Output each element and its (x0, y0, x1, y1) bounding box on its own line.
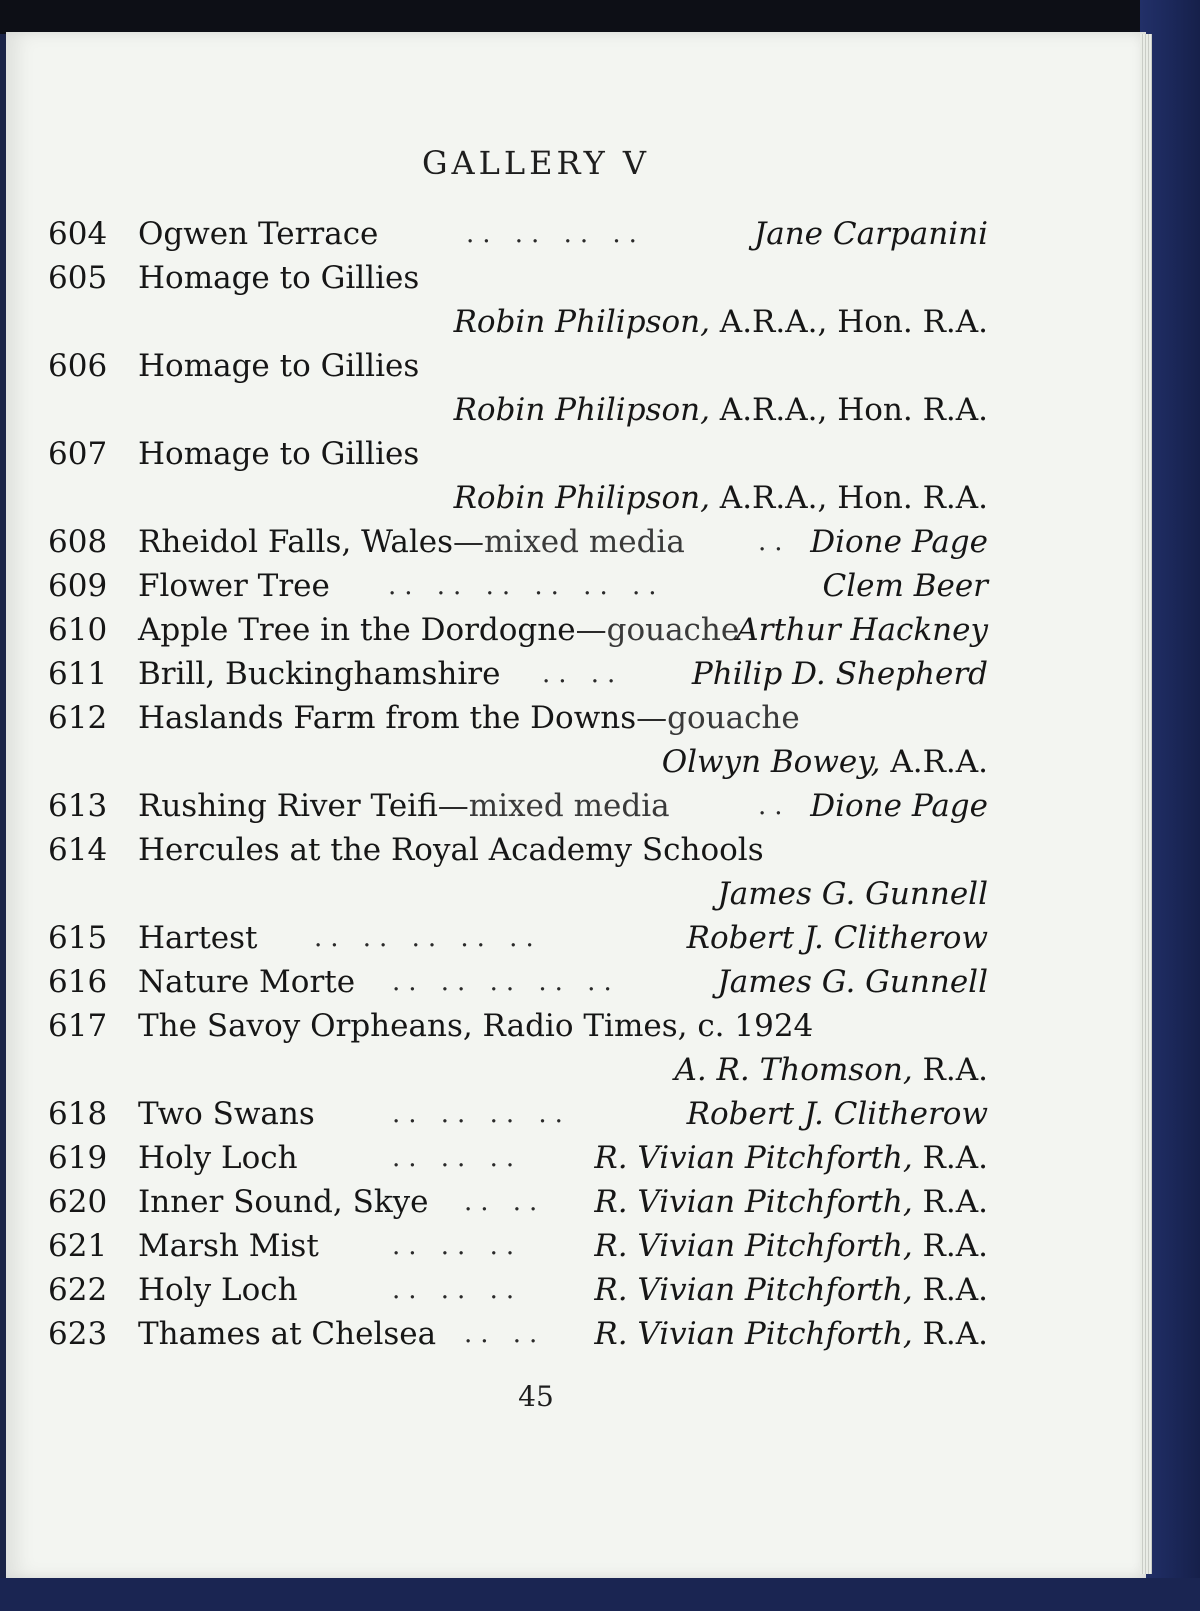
entry-artist (594, 1312, 988, 1356)
artist-name: Dione Page (810, 788, 988, 824)
em-dash: — (575, 612, 607, 648)
entry-artist (754, 212, 988, 256)
entry-number: 613 (48, 788, 108, 824)
entry-number: 623 (48, 1316, 108, 1352)
title-text: Rushing River Teifi (138, 788, 438, 824)
entry-title: Homage to Gillies (138, 436, 420, 472)
entry-artist-line (6, 1048, 1146, 1092)
entry-title: Holy Loch (138, 1272, 298, 1308)
entry-artist (687, 916, 988, 960)
entry-artist-line (6, 740, 1146, 784)
gallery-heading: GALLERY V (421, 144, 651, 182)
artist-honours: R.A. (912, 1228, 988, 1264)
entry-artist-line (6, 300, 1146, 344)
entry-title: Inner Sound, Skye (138, 1184, 429, 1220)
catalogue-entry (6, 696, 1146, 740)
entry-medium: mixed media (468, 788, 670, 824)
entry-number: 617 (48, 1008, 108, 1044)
entry-number: 606 (48, 348, 108, 384)
leader-dots: .. .. .. .. (392, 1099, 571, 1129)
artist-name: Robert J. Clitherow (686, 920, 988, 956)
entry-title: The Savoy Orpheans, Radio Times, c. 1924 (138, 1008, 814, 1044)
entry-number: 612 (48, 700, 108, 736)
entry-medium: gouache (606, 612, 740, 648)
entry-number: 607 (48, 436, 108, 472)
entry-title: Flower Tree (138, 568, 330, 604)
entry-title: Homage to Gillies (138, 260, 420, 296)
leader-dots: .. (758, 527, 791, 557)
entry-title: Marsh Mist (138, 1228, 319, 1264)
entry-title (138, 784, 670, 828)
artist-name: Olwyn Bowey, (661, 744, 881, 780)
artist-name: A. R. Thomson, (674, 1052, 913, 1088)
catalogue-entry (6, 916, 1146, 960)
entry-medium: mixed media (484, 524, 685, 560)
entry-artist (810, 520, 988, 564)
catalogue-entry (6, 1092, 1146, 1136)
entry-number: 618 (48, 1096, 108, 1132)
leader-dots: .. .. .. (392, 1231, 523, 1261)
em-dash: — (636, 700, 668, 736)
entry-title (138, 696, 800, 740)
entry-title: Two Swans (138, 1096, 315, 1132)
leader-dots: .. .. (464, 1319, 546, 1349)
artist-honours: A.R.A. (880, 744, 988, 780)
entry-artist-line (6, 872, 1146, 916)
leader-dots: .. (758, 791, 791, 821)
leader-dots: .. .. (464, 1187, 546, 1217)
leader-dots: .. .. .. .. .. .. (388, 571, 665, 601)
entry-title: Thames at Chelsea (138, 1316, 437, 1352)
artist-name: Clem Beer (822, 568, 988, 604)
entry-artist (454, 476, 988, 520)
artist-name: Robin Philipson, (453, 392, 710, 428)
title-text: Rheidol Falls, Wales (138, 524, 453, 560)
artist-name: Dione Page (810, 524, 988, 560)
artist-name: R. Vivian Pitchforth, (594, 1228, 913, 1264)
entry-list (6, 212, 1146, 1356)
entry-artist (594, 1180, 988, 1224)
em-dash: — (453, 524, 484, 560)
entry-artist (687, 1092, 988, 1136)
entry-artist-line (6, 388, 1146, 432)
artist-name: Robin Philipson, (453, 480, 710, 516)
catalogue-page (6, 32, 1146, 1578)
entry-number: 609 (48, 568, 108, 604)
entry-artist (717, 872, 988, 916)
entry-medium: gouache (667, 700, 800, 736)
catalogue-entry (6, 564, 1146, 608)
catalogue-entry (6, 432, 1146, 476)
leader-dots: .. .. .. (392, 1143, 523, 1173)
artist-honours: R.A. (912, 1184, 988, 1220)
entry-artist-line (6, 476, 1146, 520)
artist-honours: R.A. (912, 1316, 988, 1352)
catalogue-entry (6, 1136, 1146, 1180)
artist-name: Arthur Hackney (736, 612, 988, 648)
artist-honours: A.R.A., Hon. R.A. (709, 304, 988, 340)
entry-artist (692, 652, 988, 696)
entry-number: 605 (48, 260, 108, 296)
leader-dots: .. .. (542, 659, 624, 689)
entry-number: 616 (48, 964, 108, 1000)
artist-name: Robin Philipson, (453, 304, 710, 340)
catalogue-entry (6, 256, 1146, 300)
artist-name: Philip D. Shepherd (691, 656, 988, 692)
catalogue-entry (6, 828, 1146, 872)
em-dash: — (437, 788, 469, 824)
entry-number: 621 (48, 1228, 108, 1264)
entry-title: Homage to Gillies (138, 348, 420, 384)
entry-number: 611 (48, 656, 108, 692)
leader-dots: .. .. .. .. .. (392, 967, 620, 997)
entry-number: 608 (48, 524, 108, 560)
catalogue-entry (6, 1312, 1146, 1356)
entry-number: 622 (48, 1272, 108, 1308)
page-edges (1140, 34, 1152, 1574)
entry-artist (674, 1048, 988, 1092)
entry-artist (454, 388, 988, 432)
entry-title (138, 520, 685, 564)
entry-title: Holy Loch (138, 1140, 298, 1176)
catalogue-entry (6, 520, 1146, 564)
entry-artist (594, 1224, 988, 1268)
artist-honours: A.R.A., Hon. R.A. (709, 392, 988, 428)
entry-number: 604 (48, 216, 108, 252)
scan-background-top (0, 0, 1200, 34)
artist-honours: R.A. (912, 1140, 988, 1176)
entry-artist (717, 960, 988, 1004)
artist-name: Jane Carpanini (753, 216, 988, 252)
entry-number: 610 (48, 612, 108, 648)
entry-artist (810, 784, 988, 828)
catalogue-entry (6, 1180, 1146, 1224)
artist-name: R. Vivian Pitchforth, (594, 1272, 913, 1308)
catalogue-entry (6, 608, 1146, 652)
entry-artist (594, 1268, 988, 1312)
entry-title: Hercules at the Royal Academy Schools (138, 832, 764, 868)
entry-number: 615 (48, 920, 108, 956)
entry-artist (662, 740, 988, 784)
page-number: 45 (518, 1380, 554, 1413)
entry-title: Hartest (138, 920, 258, 956)
catalogue-entry (6, 212, 1146, 256)
entry-title: Brill, Buckinghamshire (138, 656, 501, 692)
title-text: Apple Tree in the Dordogne (138, 612, 576, 648)
entry-title: Ogwen Terrace (138, 216, 379, 252)
entry-title (138, 608, 739, 652)
artist-honours: R.A. (912, 1272, 988, 1308)
artist-name: James G. Gunnell (717, 876, 988, 912)
entry-artist (736, 608, 988, 652)
catalogue-entry (6, 344, 1146, 388)
entry-number: 619 (48, 1140, 108, 1176)
entry-artist (454, 300, 988, 344)
entry-number: 620 (48, 1184, 108, 1220)
catalogue-entry (6, 960, 1146, 1004)
artist-honours: R.A. (912, 1052, 988, 1088)
catalogue-entry (6, 652, 1146, 696)
title-text: Haslands Farm from the Downs (138, 700, 637, 736)
leader-dots: .. .. .. (392, 1275, 523, 1305)
artist-name: R. Vivian Pitchforth, (594, 1316, 913, 1352)
artist-name: R. Vivian Pitchforth, (594, 1140, 913, 1176)
artist-name: Robert J. Clitherow (686, 1096, 988, 1132)
entry-artist (822, 564, 988, 608)
leader-dots: .. .. .. .. (466, 219, 645, 249)
catalogue-entry (6, 1004, 1146, 1048)
entry-title: Nature Morte (138, 964, 356, 1000)
artist-name: R. Vivian Pitchforth, (594, 1184, 913, 1220)
entry-number: 614 (48, 832, 108, 868)
artist-honours: A.R.A., Hon. R.A. (709, 480, 988, 516)
leader-dots: .. .. .. .. .. (314, 923, 542, 953)
entry-artist (594, 1136, 988, 1180)
catalogue-entry (6, 784, 1146, 828)
artist-name: James G. Gunnell (717, 964, 988, 1000)
catalogue-entry (6, 1268, 1146, 1312)
book-cover-bottom (0, 1578, 1200, 1611)
catalogue-entry (6, 1224, 1146, 1268)
